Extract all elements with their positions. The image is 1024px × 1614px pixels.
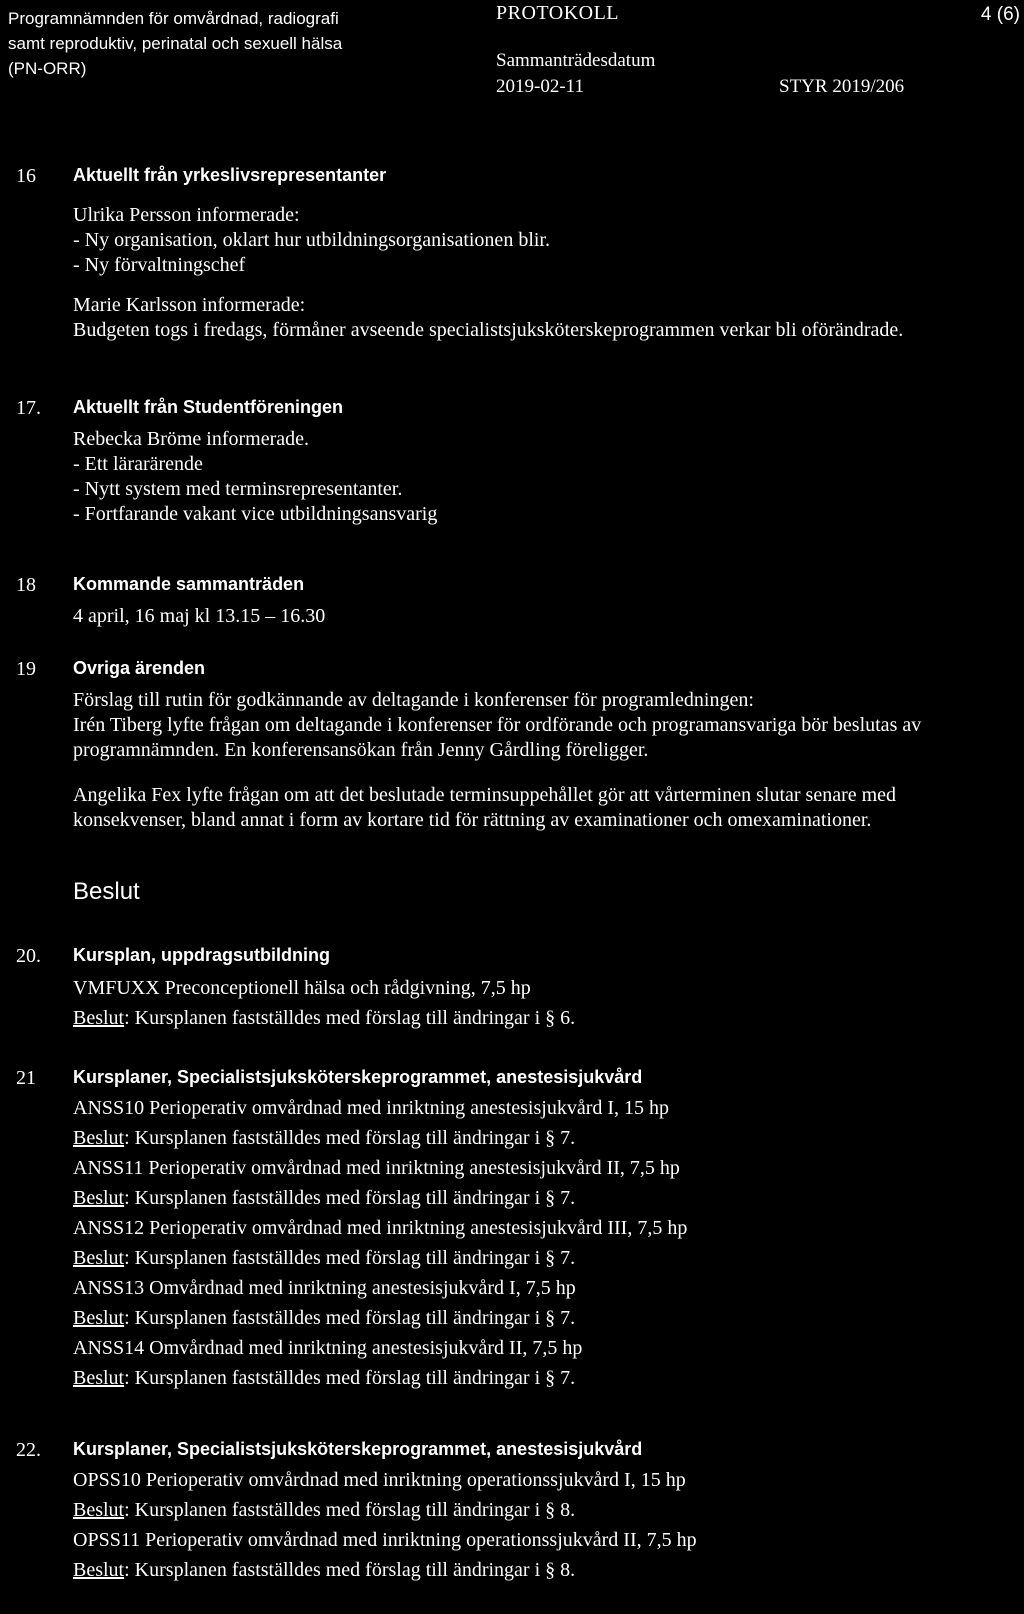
decision-section-heading: Beslut [73, 878, 140, 905]
course-name: ANSS10 Perioperativ omvårdnad med inriktning anestesisjukvård I, 15 hp [73, 1097, 670, 1119]
course-name: ANSS13 Omvårdnad med inriktning anestesisjukvård I, 7,5 hp [73, 1277, 576, 1299]
item-heading: Ovriga ärenden [73, 658, 206, 678]
body-line: - Ett lärarärende [73, 453, 203, 475]
org-line: samt reproduktiv, perinatal och sexuell hälsa [8, 34, 343, 53]
decision-label: Beslut [73, 1559, 125, 1581]
decision-label: Beslut [73, 1307, 125, 1329]
course-decision [73, 1363, 953, 1393]
decision-text: : Kursplanen fastställdes med förslag till ändringar i § 7. [124, 1187, 576, 1209]
decision-text: : Kursplanen fastställdes med förslag till ändringar i § 8. [124, 1499, 576, 1521]
item-body [73, 427, 953, 527]
body-line: - Fortfarande vakant vice utbildningsansvarig [73, 503, 438, 525]
course-name: ANSS14 Omvårdnad med inriktning anestesisjukvård II, 7,5 hp [73, 1337, 583, 1359]
body-line: Förslag till rutin för godkännande av deltagande i konferenser för programledningen: [73, 689, 754, 711]
item-body [73, 604, 953, 629]
decision-text: : Kursplanen fastställdes med förslag till ändringar i § 7. [124, 1247, 576, 1269]
decision-text: : Kursplanen fastställdes med förslag till ändringar i § 7. [124, 1307, 576, 1329]
course-decision [73, 1003, 953, 1033]
body-line: Irén Tiberg lyfte frågan om deltagande i konferenser för ordförande och programansvariga bör beslutas av programnämnden. En konferensansökan från Jenny Gårdling föreligger. [73, 714, 922, 761]
decision-label: Beslut [73, 1499, 125, 1521]
item-body [73, 203, 953, 343]
item-body [73, 973, 953, 1033]
course-decision [73, 1243, 953, 1273]
course-name: ANSS12 Perioperativ omvårdnad med inriktning anestesisjukvård III, 7,5 hp [73, 1217, 688, 1239]
org-line: Programnämnden för omvårdnad, radiografi [8, 9, 339, 28]
course-decision [73, 1123, 953, 1153]
item-number: 17. [16, 397, 41, 419]
body-line: Marie Karlsson informerade: [73, 294, 306, 316]
item-number: 21 [16, 1067, 36, 1089]
org-line: (PN-ORR) [8, 59, 87, 78]
course-decision [73, 1495, 953, 1525]
meeting-date: 2019-02-11 [496, 76, 584, 97]
meeting-date-label: Sammanträdesdatum [496, 50, 656, 71]
item-number: 22. [16, 1439, 41, 1461]
decision-text: : Kursplanen fastställdes med förslag till ändringar i § 7. [124, 1367, 576, 1389]
body-line: Ulrika Persson informerade: [73, 204, 300, 226]
decision-label: Beslut [73, 1127, 125, 1149]
course-name: OPSS10 Perioperativ omvårdnad med inriktning operationssjukvård I, 15 hp [73, 1469, 686, 1491]
course-name: ANSS11 Perioperativ omvårdnad med inriktning anestesisjukvård II, 7,5 hp [73, 1157, 680, 1179]
item-heading: Aktuellt från yrkeslivsrepresentanter [73, 165, 387, 185]
page-number: 4 (6) [980, 4, 1020, 25]
body-line: 4 april, 16 maj kl 13.15 – 16.30 [73, 605, 326, 627]
item-body [73, 688, 953, 833]
document-type: PROTOKOLL [496, 2, 620, 24]
item-body [73, 1465, 953, 1585]
decision-label: Beslut [73, 1247, 125, 1269]
item-heading: Kursplaner, Specialistsjuksköterskeprogrammet, anestesisjukvård [73, 1439, 643, 1459]
organization-name [8, 6, 342, 81]
decision-text: : Kursplanen fastställdes med förslag till ändringar i § 7. [124, 1127, 576, 1149]
item-number: 19 [16, 658, 36, 680]
course-name: OPSS11 Perioperativ omvårdnad med inriktning operationssjukvård II, 7,5 hp [73, 1529, 697, 1551]
document-reference: STYR 2019/206 [779, 76, 905, 97]
body-line: Budgeten togs i fredags, förmåner avseende specialistsjuksköterskeprogrammen verkar bli oförändrade. [73, 319, 904, 341]
body-line: - Nytt system med terminsrepresentanter. [73, 478, 403, 500]
item-heading: Kursplaner, Specialistsjuksköterskeprogrammet, anestesisjukvård [73, 1067, 643, 1087]
item-number: 16 [16, 165, 36, 187]
body-line: - Ny organisation, oklart hur utbildningsorganisationen blir. [73, 229, 550, 251]
item-heading: Kommande sammanträden [73, 574, 305, 594]
body-line: Angelika Fex lyfte frågan om att det beslutade terminsuppehållet gör att vårterminen slutar senare med konsekvenser, bland annat i form av kortare tid för rättning av examinationer och omexaminationer. [73, 784, 897, 831]
decision-text: : Kursplanen fastställdes med förslag till ändringar i § 8. [124, 1559, 576, 1581]
item-number: 18 [16, 574, 36, 596]
body-line: - Ny förvaltningschef [73, 254, 246, 276]
item-heading: Aktuellt från Studentföreningen [73, 397, 343, 417]
item-heading: Kursplan, uppdragsutbildning [73, 945, 330, 965]
course-name: VMFUXX Preconceptionell hälsa och rådgivning, 7,5 hp [73, 977, 531, 999]
item-body [73, 1093, 953, 1393]
course-decision [73, 1303, 953, 1333]
decision-label: Beslut [73, 1367, 125, 1389]
decision-label: Beslut [73, 1187, 125, 1209]
course-decision [73, 1555, 953, 1585]
decision-text: : Kursplanen fastställdes med förslag till ändringar i § 6. [124, 1007, 576, 1029]
body-line: Rebecka Bröme informerade. [73, 428, 310, 450]
item-number: 20. [16, 945, 41, 967]
course-decision [73, 1183, 953, 1213]
decision-label: Beslut [73, 1007, 125, 1029]
